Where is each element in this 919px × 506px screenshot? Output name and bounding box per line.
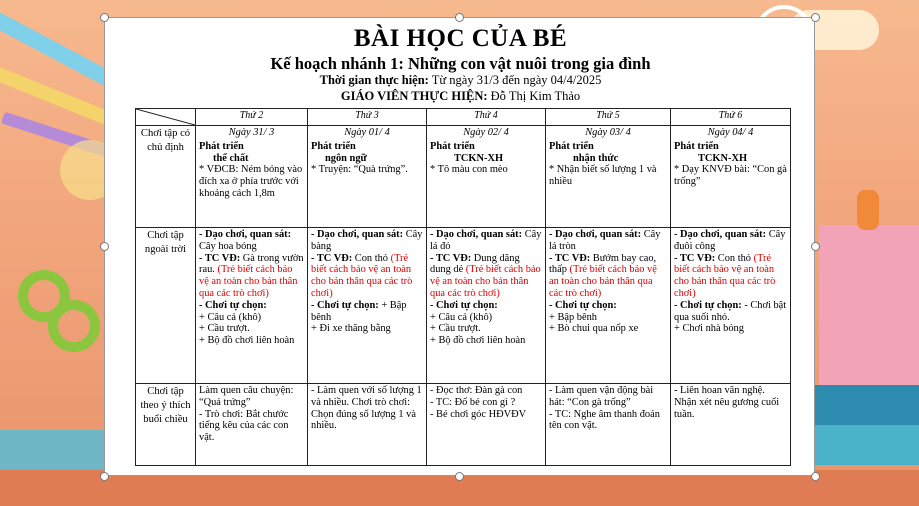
game-value: Gà trong vườn rau.	[199, 252, 304, 276]
game-line	[549, 253, 667, 300]
timeline-value: Từ ngày 31/3 đến ngày 04/4/2025	[431, 73, 602, 87]
teacher-value: Đỗ Thị Kim Thảo	[490, 89, 581, 103]
free-play-item: + Đi xe thăng bằng	[311, 323, 391, 335]
observe-label: - Dạo chơi, quan sát:	[430, 229, 523, 240]
row-heading: Chơi tập có chủ định	[136, 126, 196, 228]
activity-text: - TC: Đố bé con gì ?	[430, 396, 516, 408]
table-cell	[308, 228, 427, 384]
observe-line	[430, 229, 542, 253]
observe-label: - Dạo chơi, quan sát:	[311, 229, 404, 240]
resize-handle-top-right[interactable]	[811, 13, 820, 22]
day-header: Thứ 3	[308, 109, 427, 126]
diagonal-line	[136, 109, 195, 125]
activity-text: * Truyện: “Quà trứng”.	[311, 164, 408, 176]
game-line	[430, 253, 542, 300]
area-label: Phát triển	[674, 140, 719, 152]
area-name: TCKN-XH	[698, 152, 748, 164]
free-play-label: - Chơi tự chọn:	[549, 299, 617, 311]
activity-text: - Bé chơi góc HĐVĐV	[430, 408, 527, 420]
table-cell	[427, 384, 546, 466]
free-play-item: + Bập bênh	[311, 299, 407, 323]
day-header: Thứ 6	[671, 109, 791, 126]
observe-label: - Dạo chơi, quan sát:	[674, 229, 767, 240]
resize-handle-bottom[interactable]	[455, 472, 464, 481]
observe-line	[311, 229, 423, 253]
observe-value: Cây lá tròn	[549, 229, 661, 252]
free-play-item: + Cầu trượt.	[199, 323, 250, 335]
game-line	[674, 253, 787, 300]
observe-value: Cây đuôi công	[674, 229, 786, 252]
selected-text-box[interactable]	[104, 17, 815, 476]
scissors-icon	[48, 300, 100, 352]
activity-text: - Làm quen vận động bài hát: “Con gà trống”	[549, 385, 654, 408]
timeline-label: Thời gian thực hiện:	[319, 73, 429, 87]
free-play-item: + Cầu trượt.	[430, 323, 481, 335]
table-row-outdoor	[136, 228, 791, 384]
page-title: BÀI HỌC CỦA BÉ	[353, 25, 568, 52]
free-play-item: + Câu cá (khô)	[199, 311, 262, 323]
free-play-item: + Bập bênh	[549, 311, 597, 323]
game-label: - TC VĐ:	[311, 252, 353, 264]
date-label: Ngày 04/ 4	[707, 127, 754, 138]
resize-handle-bottom-left[interactable]	[100, 472, 109, 481]
activity-text: * Nhận biết số lượng 1 và nhiều	[549, 164, 657, 188]
area-label: Phát triển	[430, 140, 475, 152]
table-cell	[671, 126, 791, 228]
row-heading: Chơi tập ngoài trời	[136, 228, 196, 384]
safety-note: (Trẻ biết cách bảo vệ an toàn cho bản thân qua các trò chơi)	[199, 264, 298, 299]
observe-label: - Dạo chơi, quan sát:	[199, 229, 292, 240]
safety-note: (Trẻ biết cách bảo vệ an toàn cho bản thân qua các trò chơi)	[311, 252, 413, 299]
area-name: ngôn ngữ	[325, 152, 367, 164]
table-cell	[427, 126, 546, 228]
game-label: - TC VĐ:	[549, 252, 591, 264]
free-play-item: + Bộ đồ chơi liên hoàn	[430, 335, 526, 347]
game-line	[311, 253, 423, 300]
free-play-item: + Bộ đồ chơi liên hoàn	[199, 335, 295, 347]
area-label: Phát triển	[311, 140, 356, 152]
observe-label: - Dạo chơi, quan sát:	[549, 229, 642, 240]
date-label: Ngày 31/ 3	[228, 127, 275, 138]
day-header: Thứ 2	[196, 109, 308, 126]
free-play-item: + Chơi nhà bóng	[674, 323, 744, 335]
safety-note: (Trẻ biết cách bảo vệ an toàn cho bản thân qua các trò chơi)	[549, 264, 657, 299]
observe-line	[549, 229, 667, 253]
area-name: TCKN-XH	[454, 152, 504, 164]
day-header: Thứ 5	[546, 109, 671, 126]
activity-text: - Trò chơi: Bắt chước tiếng kêu của các con vật.	[199, 408, 289, 444]
teacher-line	[105, 89, 816, 104]
game-line	[199, 253, 304, 300]
observe-line	[674, 229, 787, 253]
game-label: - TC VĐ:	[430, 252, 472, 264]
game-label: - TC VĐ:	[199, 252, 241, 264]
area-name: thể chất	[213, 152, 249, 164]
free-play-item: - Chơi bật qua suối nhỏ.	[674, 299, 787, 323]
resize-handle-top[interactable]	[455, 13, 464, 22]
activity-text: - TC: Nghe âm thanh đoán tên con vật.	[549, 408, 660, 432]
free-play-item: + Câu cá (khô)	[430, 311, 493, 323]
activity-text: Làm quen câu chuyện: “Quả trứng”	[199, 385, 294, 408]
free-play-label: - Chơi tự chọn:	[674, 299, 742, 311]
observe-line	[199, 229, 304, 253]
activity-text: - Liên hoan văn nghệ. Nhận xét nêu gương cuối tuần.	[674, 385, 780, 420]
date-label: Ngày 03/ 4	[585, 127, 631, 138]
free-play-line	[674, 300, 787, 324]
table-cell	[671, 384, 791, 466]
game-value: Con thỏ	[717, 252, 751, 264]
resize-handle-top-left[interactable]	[100, 13, 109, 22]
activity-text: * Dạy KNVĐ bài: “Con gà trống”	[674, 164, 787, 188]
observe-value: Cây hoa bóng	[199, 240, 257, 252]
table-row-morning	[136, 126, 791, 228]
table-cell	[308, 384, 427, 466]
table-cell	[196, 228, 308, 384]
table-cell	[671, 228, 791, 384]
teacher-label: GIÁO VIÊN THỰC HIỆN:	[340, 89, 488, 103]
table-row-afternoon	[136, 384, 791, 466]
table-cell	[196, 126, 308, 228]
observe-value: Cây lá đỏ	[430, 229, 542, 252]
resize-handle-left[interactable]	[100, 242, 109, 251]
free-play-label: - Chơi tự chọn:	[430, 299, 498, 311]
safety-note: (Trẻ biết cách bảo vệ an toàn cho bản thân qua các trò chơi)	[674, 252, 776, 299]
observe-value: Cây bàng	[311, 229, 423, 252]
row-heading: Chơi tập theo ý thích buổi chiều	[136, 384, 196, 466]
activity-text: * Tô màu con mèo	[430, 164, 508, 176]
free-play-label: - Chơi tự chọn:	[311, 299, 379, 311]
timeline-line	[105, 73, 816, 88]
table-cell	[308, 126, 427, 228]
plan-subtitle: Kế hoạch nhánh 1: Những con vật nuôi trong gia đình	[270, 54, 651, 73]
free-play-line	[311, 300, 423, 324]
schedule-table	[135, 108, 791, 466]
activity-text: - Làm quen với số lượng 1 và nhiều. Chơi trò chơi: Chọn đúng số lượng 1 và nhiều.	[311, 385, 422, 432]
free-play-label: - Chơi tự chọn:	[199, 299, 267, 311]
free-play-item: + Bò chui qua nốp xe	[549, 323, 639, 335]
day-header-row	[136, 109, 791, 126]
table-cell	[427, 228, 546, 384]
reading-person-decoration	[857, 190, 879, 230]
activity-text: * VĐCB: Ném bóng vào đích xa ở phía trước với khoảng cách 1,8m	[199, 164, 303, 199]
game-value: Con thỏ	[354, 252, 388, 264]
table-cell	[546, 126, 671, 228]
resize-handle-bottom-right[interactable]	[811, 472, 820, 481]
game-value: Bướm bay cao, thấp	[549, 252, 657, 276]
game-label: - TC VĐ:	[674, 252, 716, 264]
corner-cell	[136, 109, 196, 126]
resize-handle-right[interactable]	[811, 242, 820, 251]
safety-note: (Trẻ biết cách bảo vệ an toàn cho bản thân qua các trò chơi)	[430, 264, 541, 299]
area-label: Phát triển	[199, 140, 244, 152]
table-cell	[546, 228, 671, 384]
table-cell	[196, 384, 308, 466]
book-decoration	[799, 385, 919, 425]
area-name: nhận thức	[573, 152, 619, 164]
book-decoration	[819, 225, 919, 385]
date-label: Ngày 01/ 4	[344, 127, 390, 138]
game-value: Dung dăng dung dẻ	[430, 252, 520, 276]
date-label: Ngày 02/ 4	[463, 127, 509, 138]
day-header: Thứ 4	[427, 109, 546, 126]
activity-text: - Đọc thơ: Đàn gà con	[430, 385, 523, 396]
area-label: Phát triển	[549, 140, 594, 152]
table-cell	[546, 384, 671, 466]
